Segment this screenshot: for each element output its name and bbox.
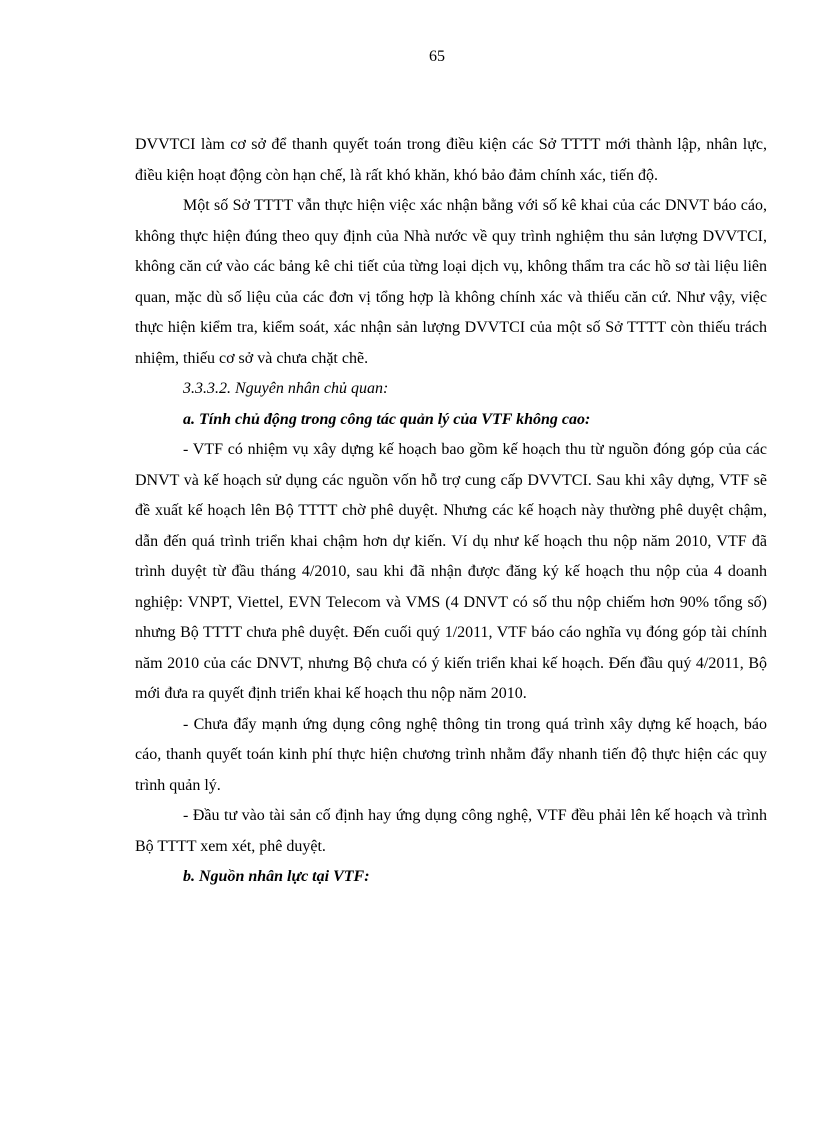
paragraph-fixed-assets: - Đầu tư vào tài sản cố định hay ứng dụng công nghệ, VTF đều phải lên kế hoạch và trình Bộ TTTT xem xét, phê duyệt. — [135, 807, 767, 855]
paragraph-department-verification: Một số Sở TTTT vẫn thực hiện việc xác nhận bằng với số kê khai của các DNVT báo cáo, không thực hiện đúng theo quy định của Nhà nước về quy trình nghiệm thu sản lượng DVVTCI, không căn cứ vào các bảng kê chi tiết của từng loại dịch vụ, không thẩm tra các hồ sơ tài liệu liên quan, mặc dù số liệu của các đơn vị tổng hợp là không chính xác và thiếu căn cứ. Như vậy, việc thực hiện kiểm tra, kiểm soát, xác nhận sản lượng DVVTCI của một số Sở TTTT còn thiếu trách nhiệm, thiếu cơ sở và chưa chặt chẽ. — [135, 197, 767, 367]
subheading-vtf-initiative: a. Tính chủ động trong công tác quản lý của VTF không cao: — [183, 410, 591, 428]
page-number: 65 — [429, 48, 445, 65]
subheading-human-resources: b. Nguồn nhân lực tại VTF: — [183, 868, 370, 885]
section-heading-subjective-causes: 3.3.3.2. Nguyên nhân chủ quan: — [183, 380, 389, 397]
paragraph-it-application: - Chưa đẩy mạnh ứng dụng công nghệ thông tin trong quá trình xây dựng kế hoạch, báo cáo, thanh quyết toán kinh phí thực hiện chương trình nhằm đẩy nhanh tiến độ thực hiện các quy trình quản lý. — [135, 715, 767, 794]
document-body — [135, 130, 767, 893]
paragraph-continuation: DVVTCI làm cơ sở để thanh quyết toán trong điều kiện các Sở TTTT mới thành lập, nhân lực, điều kiện hoạt động còn hạn chế, là rất khó khăn, khó bảo đảm chính xác, tiến độ. — [135, 136, 767, 184]
paragraph-planning-approval: - VTF có nhiệm vụ xây dựng kế hoạch bao gồm kế hoạch thu từ nguồn đóng góp của các DNVT và kế hoạch sử dụng các nguồn vốn hỗ trợ cung cấp DVVTCI. Sau khi xây dựng, VTF sẽ đề xuất kế hoạch lên Bộ TTTT chờ phê duyệt. Nhưng các kế hoạch này thường phê duyệt chậm, dẫn đến quá trình triển khai chậm hơn dự kiến. Ví dụ như kế hoạch thu nộp năm 2010, VTF đã trình duyệt từ đầu tháng 4/2010, sau khi đã nhận được đăng ký kế hoạch thu nộp của 4 doanh nghiệp: VNPT, Viettel, EVN Telecom và VMS (4 DNVT có số thu nộp chiếm hơn 90% tổng số) nhưng Bộ TTTT chưa phê duyệt. Đến cuối quý 1/2011, VTF báo cáo nghĩa vụ đóng góp tài chính năm 2010 của các DNVT, nhưng Bộ chưa có ý kiến triển khai kế hoạch. Đến đầu quý 4/2011, Bộ mới đưa ra quyết định triển khai kế hoạch thu nộp năm 2010. — [135, 441, 767, 702]
